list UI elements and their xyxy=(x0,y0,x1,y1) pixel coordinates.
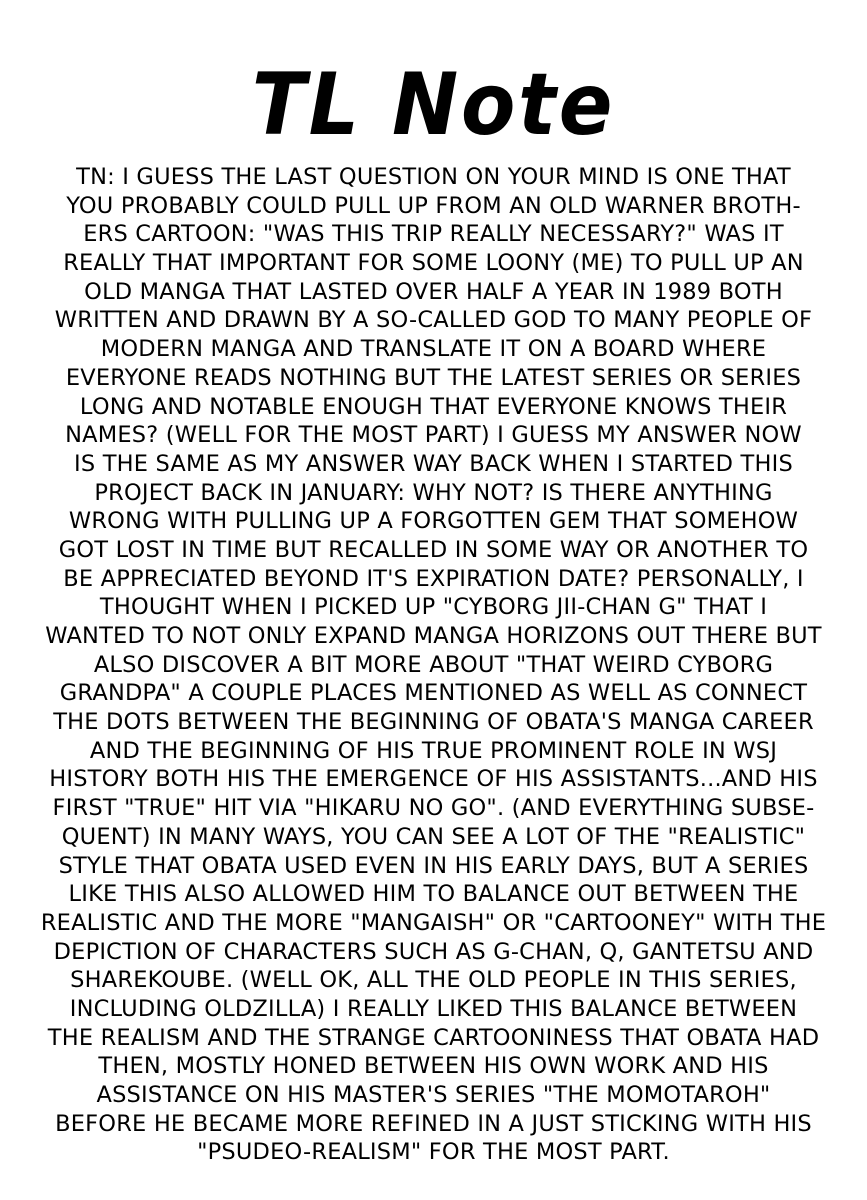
note-line: THE DOTS BETWEEN THE BEGINNING OF OBATA'S MANGA CAREER xyxy=(53,709,814,736)
note-line: PROJECT BACK IN JANUARY: WHY NOT? IS THERE ANYTHING xyxy=(94,479,773,506)
note-line: THE REALISM AND THE STRANGE CARTOONINESS THAT OBATA HAD xyxy=(47,1024,820,1051)
note-line: AND THE BEGINNING OF HIS TRUE PROMINENT ROLE IN WSJ xyxy=(89,737,778,764)
note-line: INCLUDING OLDZILLA) I REALLY LIKED THIS BALANCE BETWEEN xyxy=(69,995,798,1022)
note-line: SHAREKOUBE. (WELL OK, ALL THE OLD PEOPLE IN THIS SERIES, xyxy=(70,967,797,994)
note-line: FIRST "TRUE" HIT VIA "HIKARU NO GO". (AND EVERYTHING SUBSE- xyxy=(52,795,815,822)
note-line: TN: I GUESS THE LAST QUESTION ON YOUR MIND IS ONE THAT xyxy=(76,164,791,190)
note-line: THEN, MOSTLY HONED BETWEEN HIS OWN WORK AND HIS xyxy=(98,1053,769,1080)
note-line: WRITTEN AND DRAWN BY A SO-CALLED GOD TO MANY PEOPLE OF xyxy=(54,307,813,334)
note-line: STYLE THAT OBATA USED EVEN IN HIS EARLY DAYS, BUT A SERIES xyxy=(58,852,809,879)
note-line: OLD MANGA THAT LASTED OVER HALF A YEAR IN 1989 BOTH xyxy=(84,278,783,305)
note-line: NAMES? (WELL FOR THE MOST PART) I GUESS MY ANSWER NOW xyxy=(65,422,802,449)
note-line: HISTORY BOTH HIS THE EMERGENCE OF HIS ASSISTANTS...AND HIS xyxy=(49,766,818,793)
page-title: TL Note xyxy=(251,55,616,155)
note-line: WANTED TO NOT ONLY EXPAND MANGA HORIZONS OUT THERE BUT xyxy=(45,623,822,649)
note-line: IS THE SAME AS MY ANSWER WAY BACK WHEN I STARTED THIS xyxy=(74,450,793,477)
note-line: ERS CARTOON: "WAS THIS TRIP REALLY NECESSARY?" WAS IT xyxy=(83,221,784,248)
note-line: GOT LOST IN TIME BUT RECALLED IN SOME WAY OR ANOTHER TO xyxy=(58,536,809,563)
note-line: "PSUDEO-REALISM" FOR THE MOST PART. xyxy=(197,1139,670,1166)
note-line: DEPICTION OF CHARACTERS SUCH AS G-CHAN, Q, GANTETSU AND xyxy=(53,938,814,965)
note-line: LIKE THIS ALSO ALLOWED HIM TO BALANCE OUT BETWEEN THE xyxy=(68,881,799,908)
note-line: MODERN MANGA AND TRANSLATE IT ON A BOARD WHERE xyxy=(100,336,767,363)
note-line: REALLY THAT IMPORTANT FOR SOME LOONY (ME) TO PULL UP AN xyxy=(63,250,804,277)
note-body xyxy=(34,163,833,1167)
note-line: WRONG WITH PULLING UP A FORGOTTEN GEM THAT SOMEHOW xyxy=(68,508,799,535)
note-line: THOUGHT WHEN I PICKED UP "CYBORG JII-CHAN G" THAT I xyxy=(99,594,768,621)
note-line: GRANDPA" A COUPLE PLACES MENTIONED AS WELL AS CONNECT xyxy=(59,680,808,707)
note-line: ASSISTANCE ON HIS MASTER'S SERIES "THE MOMOTAROH" xyxy=(96,1082,771,1108)
note-line: LONG AND NOTABLE ENOUGH THAT EVERYONE KNOWS THEIR xyxy=(79,393,788,420)
note-line: YOU PROBABLY COULD PULL UP FROM AN OLD WARNER BROTH- xyxy=(66,192,801,219)
note-line: REALISTIC AND THE MORE "MANGAISH" OR "CARTOONEY" WITH THE xyxy=(40,909,827,936)
note-line: BEFORE HE BECAME MORE REFINED IN A JUST STICKING WITH HIS xyxy=(55,1110,812,1137)
note-line: ALSO DISCOVER A BIT MORE ABOUT "THAT WEIRD CYBORG xyxy=(93,651,774,678)
note-line: BE APPRECIATED BEYOND IT'S EXPIRATION DATE? PERSONALLY, I xyxy=(63,565,804,592)
note-line: EVERYONE READS NOTHING BUT THE LATEST SERIES OR SERIES xyxy=(65,364,802,391)
note-line: QUENT) IN MANY WAYS, YOU CAN SEE A LOT OF THE "REALISTIC" xyxy=(61,823,806,850)
